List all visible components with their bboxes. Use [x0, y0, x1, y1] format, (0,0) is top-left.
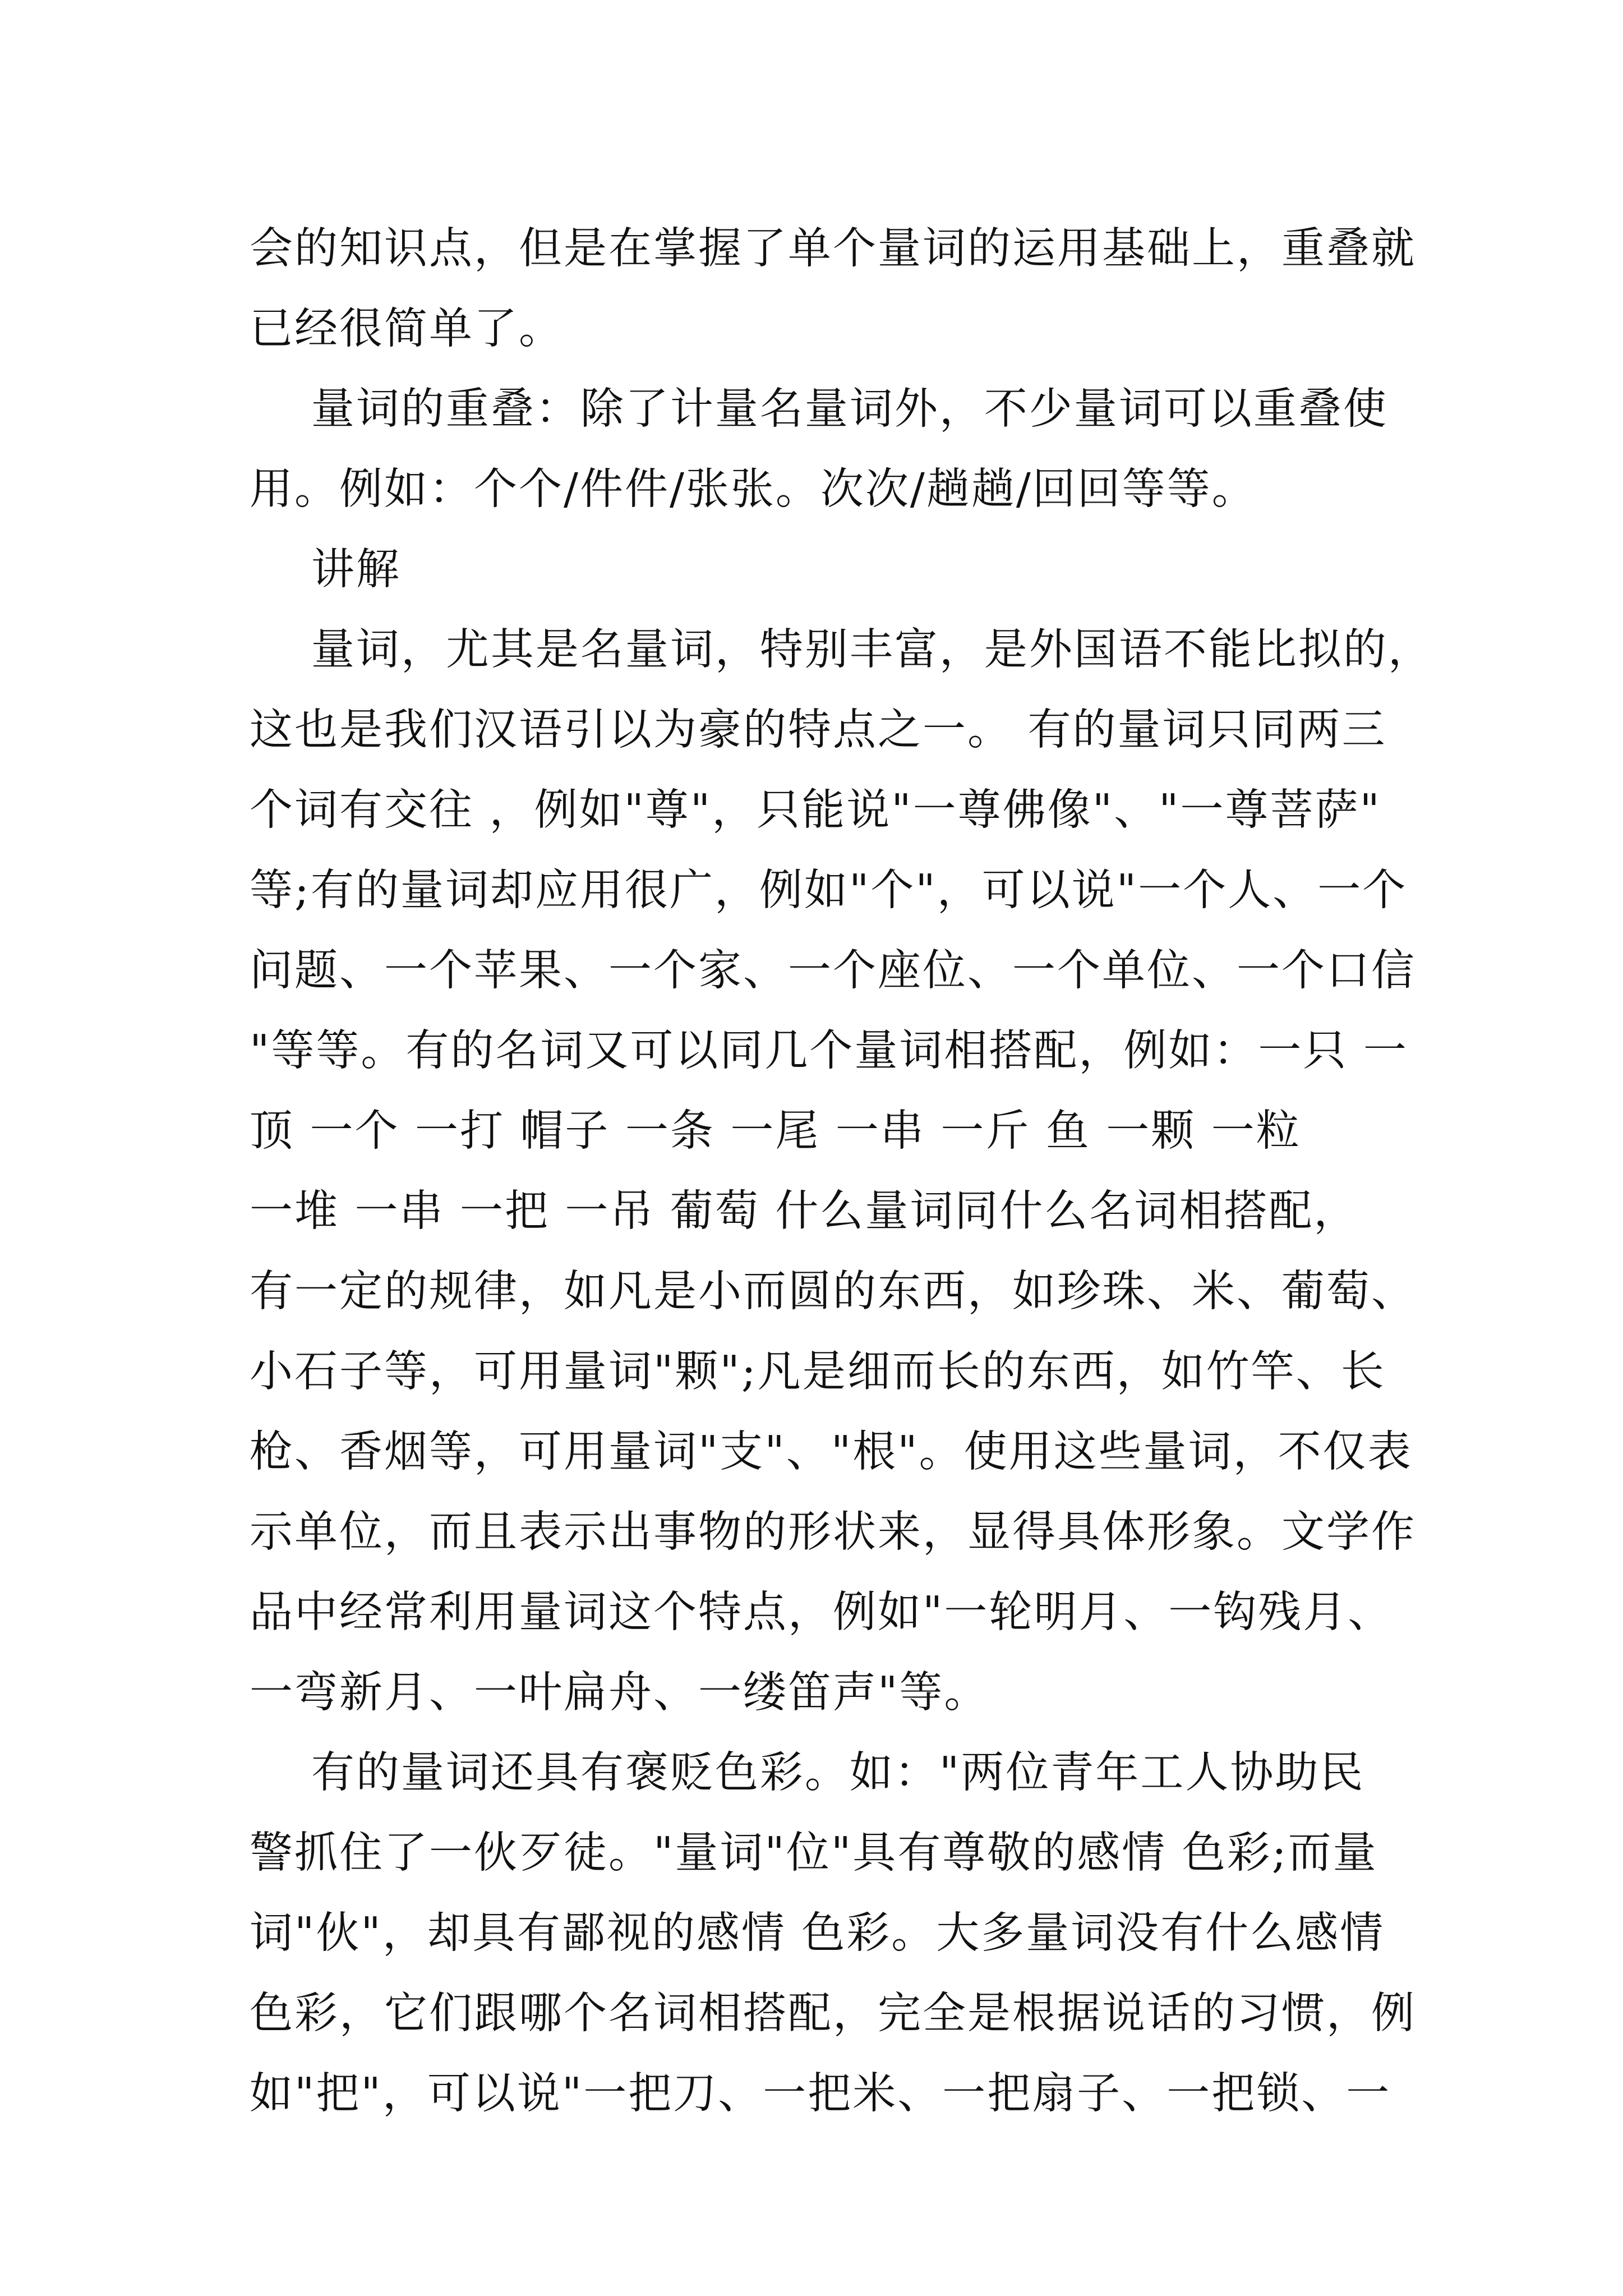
text-line: 一弯新月、一叶扁舟、一缕笛声"等。: [250, 1668, 989, 1718]
text-line: 会的知识点，但是在掌握了单个量词的运用基础上，重叠就: [250, 224, 1416, 274]
text-line: 量词，尤其是名量词，特别丰富，是外国语不能比拟的，: [250, 625, 1433, 675]
text-line: 警抓住了一伙歹徒。"量词"位"具有尊敬的感情 色彩;而量: [250, 1828, 1378, 1878]
text-line: 有的量词还具有褒贬色彩。如："两位青年工人协助民: [250, 1748, 1365, 1798]
text-line: 如"把"，可以说"一把刀、一把米、一把扇子、一把锁、一: [250, 2069, 1391, 2119]
body-text: [250, 209, 1433, 2134]
text-line: 这也是我们汉语引以为豪的特点之一。 有的量词只同两三: [250, 705, 1387, 755]
text-line: 词"伙"，却具有鄙视的感情 色彩。大多量词没有什么感情: [250, 1908, 1385, 1958]
text-line: 顶 一个 一打 帽子 一条 一尾 一串 一斤 鱼 一颗 一粒: [250, 1106, 1301, 1156]
text-line: "等等。有的名词又可以同几个量词相搭配，例如：一只 一: [250, 1026, 1408, 1076]
text-line: 用。例如：个个/件件/张张。次次/趟趟/回回等等。: [250, 464, 1257, 514]
text-line: 一堆 一串 一把 一吊 葡萄 什么量词同什么名词相搭配，: [250, 1186, 1359, 1236]
text-line: 讲解: [250, 545, 401, 595]
text-line: 枪、香烟等，可用量词"支"、"根"。使用这些量词，不仅表: [250, 1427, 1413, 1477]
text-line: 示单位，而且表示出事物的形状来，显得具体形象。文学作: [250, 1507, 1416, 1557]
text-line: 小石子等，可用量词"颗";凡是细而长的东西，如竹竿、长: [250, 1347, 1386, 1397]
text-line: 个词有交往 ，例如"尊"，只能说"一尊佛像"、"一尊菩萨": [250, 785, 1381, 835]
text-line: 问题、一个苹果、一个家、一个座位、一个单位、一个口信: [250, 946, 1416, 996]
text-line: 已经很简单了。: [250, 304, 564, 354]
text-line: 品中经常利用量词这个特点，例如"一轮明月、一钩残月、: [250, 1588, 1393, 1637]
text-line: 量词的重叠：除了计量名量词外，不少量词可以重叠使: [250, 384, 1388, 434]
text-line: 等;有的量词却应用很广，例如"个"，可以说"一个人、一个: [250, 866, 1408, 915]
text-line: 色彩，它们跟哪个名词相搭配，完全是根据说话的习惯，例: [250, 1989, 1416, 2039]
text-line: 有一定的规律，如凡是小而圆的东西，如珍珠、米、葡萄、: [250, 1267, 1416, 1317]
